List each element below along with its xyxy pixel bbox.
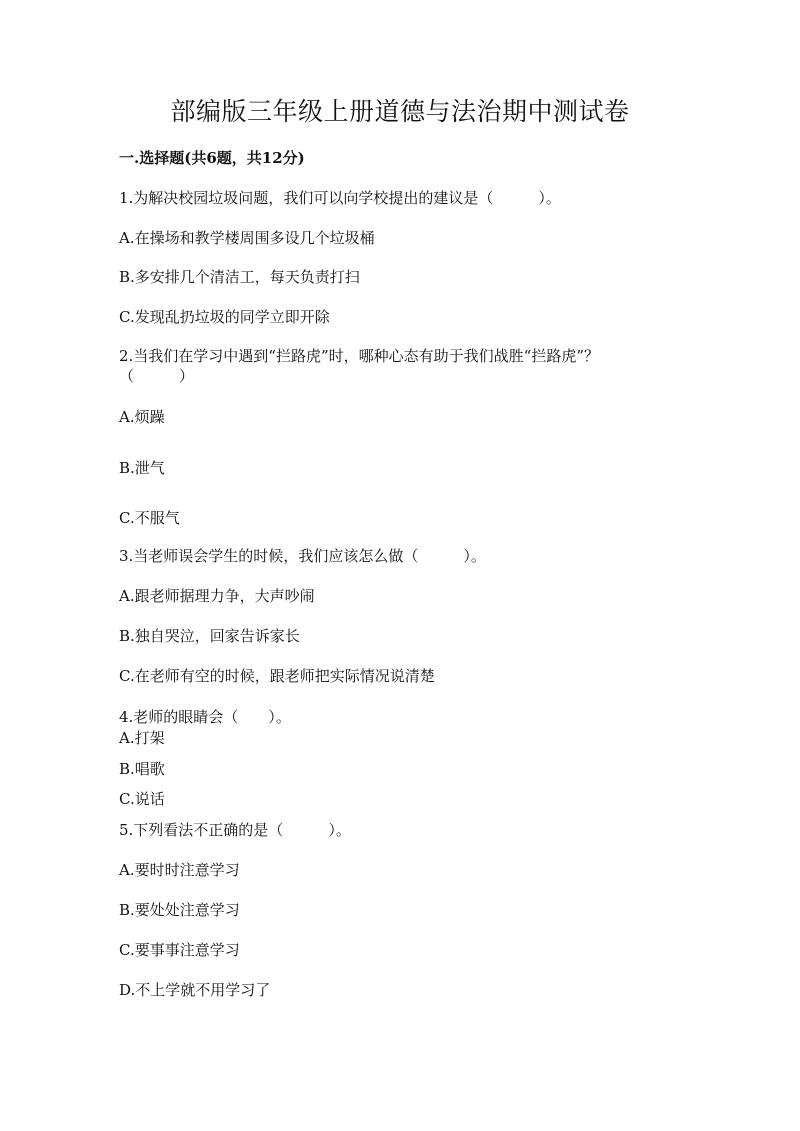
- question-4-option-c: C.说话: [119, 790, 165, 808]
- section-heading: 一.选择题(共6题，共12分): [119, 149, 305, 167]
- question-3-stem: 3.当老师误会学生的时候，我们应该怎么做（ ）。: [119, 547, 486, 565]
- question-4-option-b: B.唱歌: [119, 760, 165, 778]
- question-5-stem: 5.下列看法不正确的是（ ）。: [119, 821, 351, 839]
- question-1-stem: 1.为解决校园垃圾问题，我们可以向学校提出的建议是（ ）。: [119, 189, 561, 207]
- question-4-option-a: A.打架: [119, 729, 165, 747]
- question-1-option-c: C.发现乱扔垃圾的同学立即开除: [119, 308, 330, 326]
- question-1-option-a: A.在操场和教学楼周围多设几个垃圾桶: [119, 229, 375, 247]
- question-3-option-c: C.在老师有空的时候，跟老师把实际情况说清楚: [119, 667, 435, 685]
- question-5-option-a: A.要时时注意学习: [119, 861, 240, 879]
- question-2-stem: 2.当我们在学习中遇到“拦路虎”时，哪种心态有助于我们战胜“拦路虎”？: [119, 347, 599, 365]
- question-3-option-b: B.独自哭泣，回家告诉家长: [119, 627, 300, 645]
- question-5-option-b: B.要处处注意学习: [119, 901, 240, 919]
- question-4-stem: 4.老师的眼睛会（ ）。: [119, 708, 291, 726]
- question-5-option-c: C.要事事注意学习: [119, 941, 240, 959]
- question-2-stem-continued: （ ）: [119, 367, 195, 385]
- question-3-option-a: A.跟老师据理力争，大声吵闹: [119, 587, 315, 605]
- question-1-option-b: B.多安排几个清洁工，每天负责打扫: [119, 268, 360, 286]
- question-2-option-c: C.不服气: [119, 509, 180, 527]
- question-2-option-b: B.泄气: [119, 459, 165, 477]
- question-2-option-a: A.烦躁: [119, 408, 165, 426]
- question-5-option-d: D.不上学就不用学习了: [119, 981, 271, 999]
- page-title: 部编版三年级上册道德与法治期中测试卷: [170, 97, 630, 126]
